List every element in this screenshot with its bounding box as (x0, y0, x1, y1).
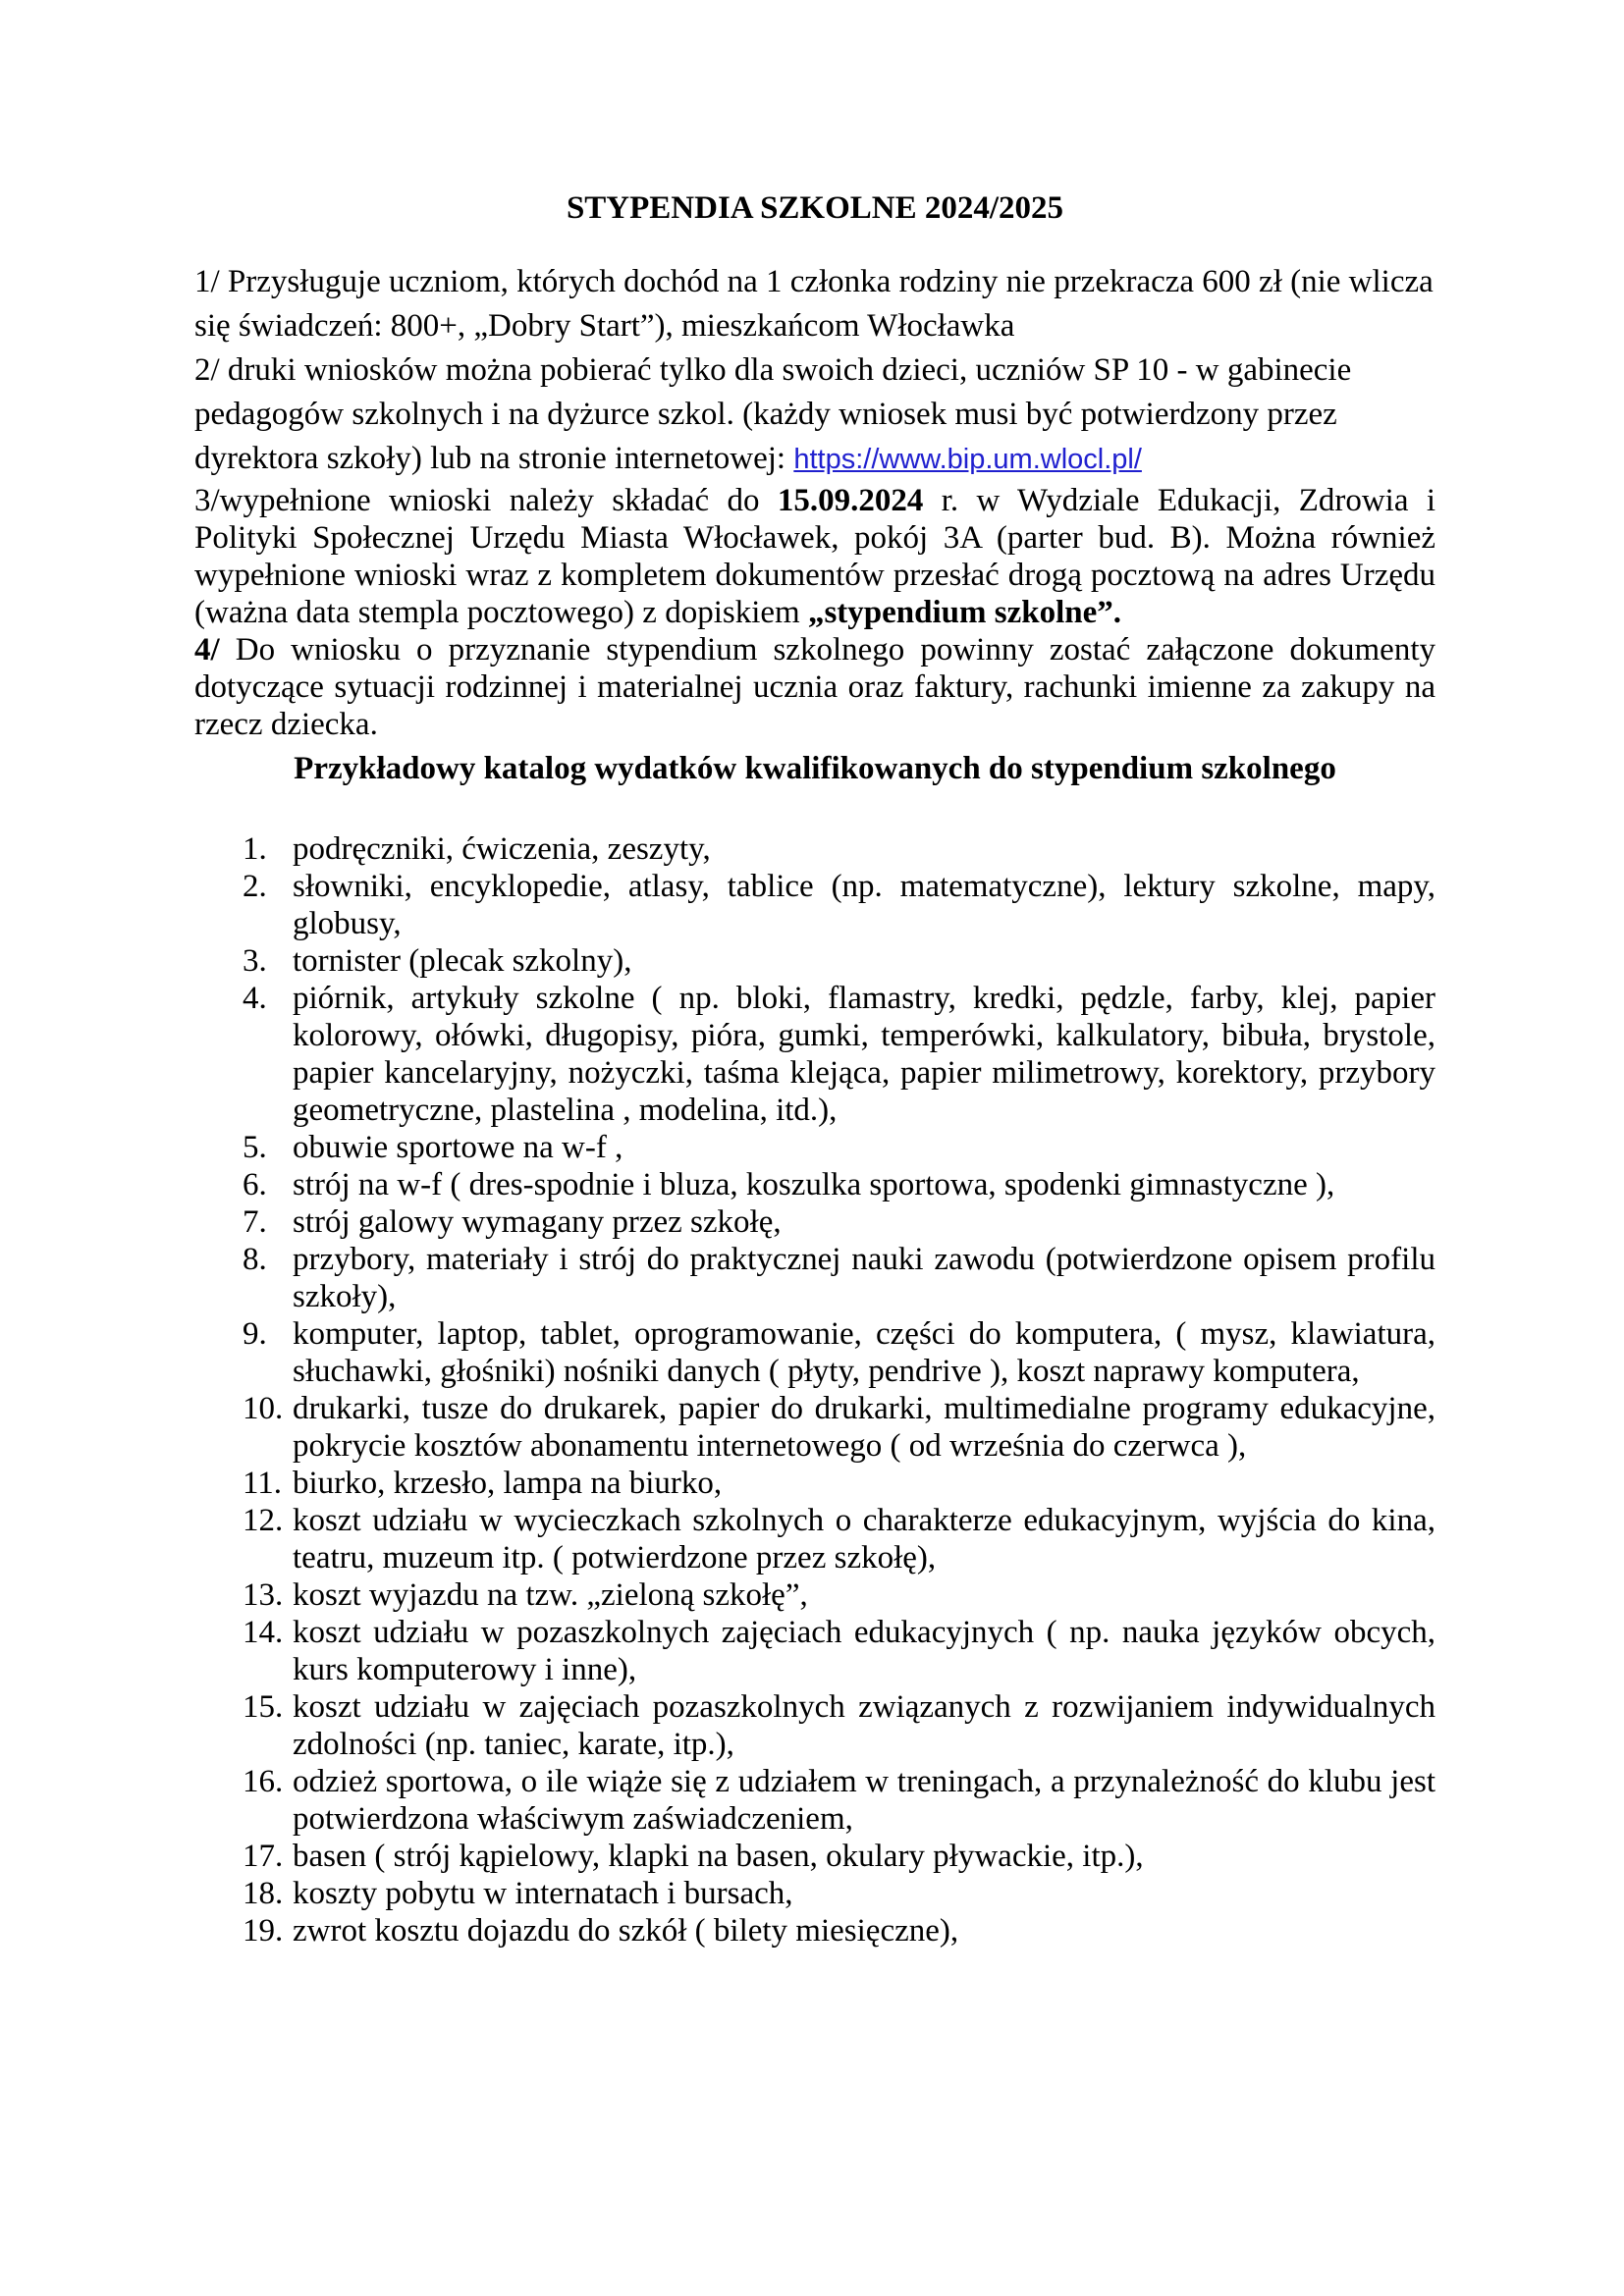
item-text: obuwie sportowe na w-f , (293, 1130, 623, 1165)
list-item (243, 1614, 1435, 1688)
item-text: koszt wyjazdu na tzw. „zieloną szkołę”, (293, 1577, 808, 1613)
list-item (243, 1875, 1435, 1912)
list-item (243, 1166, 1435, 1203)
document-title: STYPENDIA SZKOLNE 2024/2025 (566, 190, 1064, 226)
item-text: przybory, materiały i strój do praktycznej nauki zawodu (potwierdzone opisem profilu szkoły), (293, 1242, 1435, 1314)
list-item (243, 1838, 1435, 1875)
catalog-heading: Przykładowy katalog wydatków kwalifikowanych do stypendium szkolnego (294, 751, 1336, 786)
bip-wloclawek-link[interactable]: https://www.bip.um.wlocl.pl/ (793, 444, 1142, 475)
item-text: basen ( strój kąpielowy, klapki na basen, okulary pływackie, itp.), (293, 1839, 1144, 1874)
list-item (243, 1502, 1435, 1576)
item-text: podręczniki, ćwiczenia, zeszyty, (293, 831, 711, 867)
paragraph-4-text: Do wniosku o przyznanie stypendium szkolnego powinny zostać załączone dokumenty dotyczące sytuacji rodzinnej i materialnej ucznia oraz faktury, rachunki imienne za zakupy na rzecz dziecka. (194, 632, 1435, 742)
list-item (243, 868, 1435, 942)
paragraph-4-marker: 4/ (194, 632, 220, 667)
list-item (243, 1576, 1435, 1614)
list-item (243, 1688, 1435, 1763)
item-text: strój na w-f ( dres-spodnie i bluza, koszulka sportowa, spodenki gimnastyczne ), (293, 1167, 1335, 1202)
item-number: 14. (243, 1615, 284, 1650)
list-item (243, 1912, 1435, 1949)
list-item (243, 830, 1435, 868)
list-item (243, 1390, 1435, 1465)
item-number: 19. (243, 1913, 284, 1949)
item-text: słowniki, encyklopedie, atlasy, tablice (np. matematyczne), lektury szkolne, mapy, globusy, (293, 869, 1435, 941)
paragraph-1 (194, 260, 1435, 348)
paragraph-3-text-mid: r. w Wydziale Edukacji, Zdrowia i Polityki Społecznej Urzędu Miasta Włocławek, pokój 3A (parter bud. B). Można również wypełnione wnioski wraz z kompletem dokumentów przesłać drogą pocztową na adres Urzędu (ważna data stempla pocztowego) z dopiskiem (194, 483, 1435, 630)
item-number: 17. (243, 1839, 284, 1874)
item-number: 2. (243, 869, 267, 904)
deadline-date: 15.09.2024 (777, 483, 924, 518)
item-text: komputer, laptop, tablet, oprogramowanie, części do komputera, ( mysz, klawiatura, słuchawki, głośniki) nośniki danych ( płyty, pendrive ), koszt naprawy komputera, (293, 1316, 1435, 1389)
item-number: 8. (243, 1242, 267, 1277)
item-number: 18. (243, 1876, 284, 1911)
item-text: koszt udziału w zajęciach pozaszkolnych związanych z rozwijaniem indywidualnych zdolności (np. taniec, karate, itp.), (293, 1689, 1435, 1762)
paragraph-2 (194, 348, 1435, 482)
item-text: tornister (plecak szkolny), (293, 943, 632, 979)
item-number: 4. (243, 981, 267, 1016)
list-item (243, 942, 1435, 980)
list-item (243, 1241, 1435, 1315)
item-number: 13. (243, 1577, 284, 1613)
list-item (243, 1315, 1435, 1390)
item-text: piórnik, artykuły szkolne ( np. bloki, flamastry, kredki, pędzle, farby, klej, papier kolorowy, ołówki, długopisy, pióra, gumki, temperówki, kalkulatory, bibuła, brystole, papier kancelaryjny, nożyczki, taśma klejąca, papier milimetrowy, korektory, przybory geometryczne, plastelina , modelina, itd.), (293, 981, 1435, 1128)
item-number: 11. (243, 1466, 283, 1501)
paragraph-3 (194, 482, 1435, 631)
paragraph-2-text: 2/ druki wniosków można pobierać tylko dla swoich dzieci, uczniów SP 10 - w gabinecie pedagogów szkolnych i na dyżurce szkol. (każdy wniosek musi być potwierdzony przez dyrektora szkoły) lub na stronie internetowej: (194, 352, 1352, 476)
list-item (243, 980, 1435, 1129)
item-text: koszty pobytu w internatach i bursach, (293, 1876, 793, 1911)
item-number: 15. (243, 1689, 284, 1725)
item-text: biurko, krzesło, lampa na biurko, (293, 1466, 723, 1501)
item-text: strój galowy wymagany przez szkołę, (293, 1204, 782, 1240)
list-item (243, 1763, 1435, 1838)
paragraph-1-text: 1/ Przysługuje uczniom, których dochód na 1 członka rodziny nie przekracza 600 zł (nie wlicza się świadczeń: 800+, „Dobry Start”), mieszkańcom Włocławka (194, 264, 1434, 344)
paragraph-3-text-pre: 3/wypełnione wnioski należy składać do (194, 483, 778, 518)
list-item (243, 1203, 1435, 1241)
list-item (243, 1465, 1435, 1502)
item-number: 10. (243, 1391, 284, 1426)
item-text: koszt udziału w pozaszkolnych zajęciach edukacyjnych ( np. nauka języków obcych, kurs komputerowy i inne), (293, 1615, 1435, 1687)
item-number: 16. (243, 1764, 284, 1799)
item-text: zwrot kosztu dojazdu do szkół ( bilety miesięczne), (293, 1913, 959, 1949)
item-number: 7. (243, 1204, 267, 1240)
item-number: 6. (243, 1167, 267, 1202)
item-text: drukarki, tusze do drukarek, papier do drukarki, multimedialne programy edukacyjne, pokrycie kosztów abonamentu internetowego ( od września do czerwca ), (293, 1391, 1435, 1464)
item-number: 12. (243, 1503, 284, 1538)
item-text: koszt udziału w wycieczkach szkolnych o charakterze edukacyjnym, wyjścia do kina, teatru, muzeum itp. ( potwierdzone przez szkołę), (293, 1503, 1435, 1575)
envelope-annotation: „stypendium szkolne”. (807, 595, 1121, 630)
paragraph-4 (194, 631, 1435, 743)
item-number: 3. (243, 943, 267, 979)
list-item (243, 1129, 1435, 1166)
item-number: 9. (243, 1316, 267, 1352)
item-number: 1. (243, 831, 267, 867)
item-text: odzież sportowa, o ile wiąże się z udziałem w treningach, a przynależność do klubu jest potwierdzona właściwym zaświadczeniem, (293, 1764, 1435, 1837)
expense-catalog-list (194, 830, 1435, 1949)
item-number: 5. (243, 1130, 267, 1165)
